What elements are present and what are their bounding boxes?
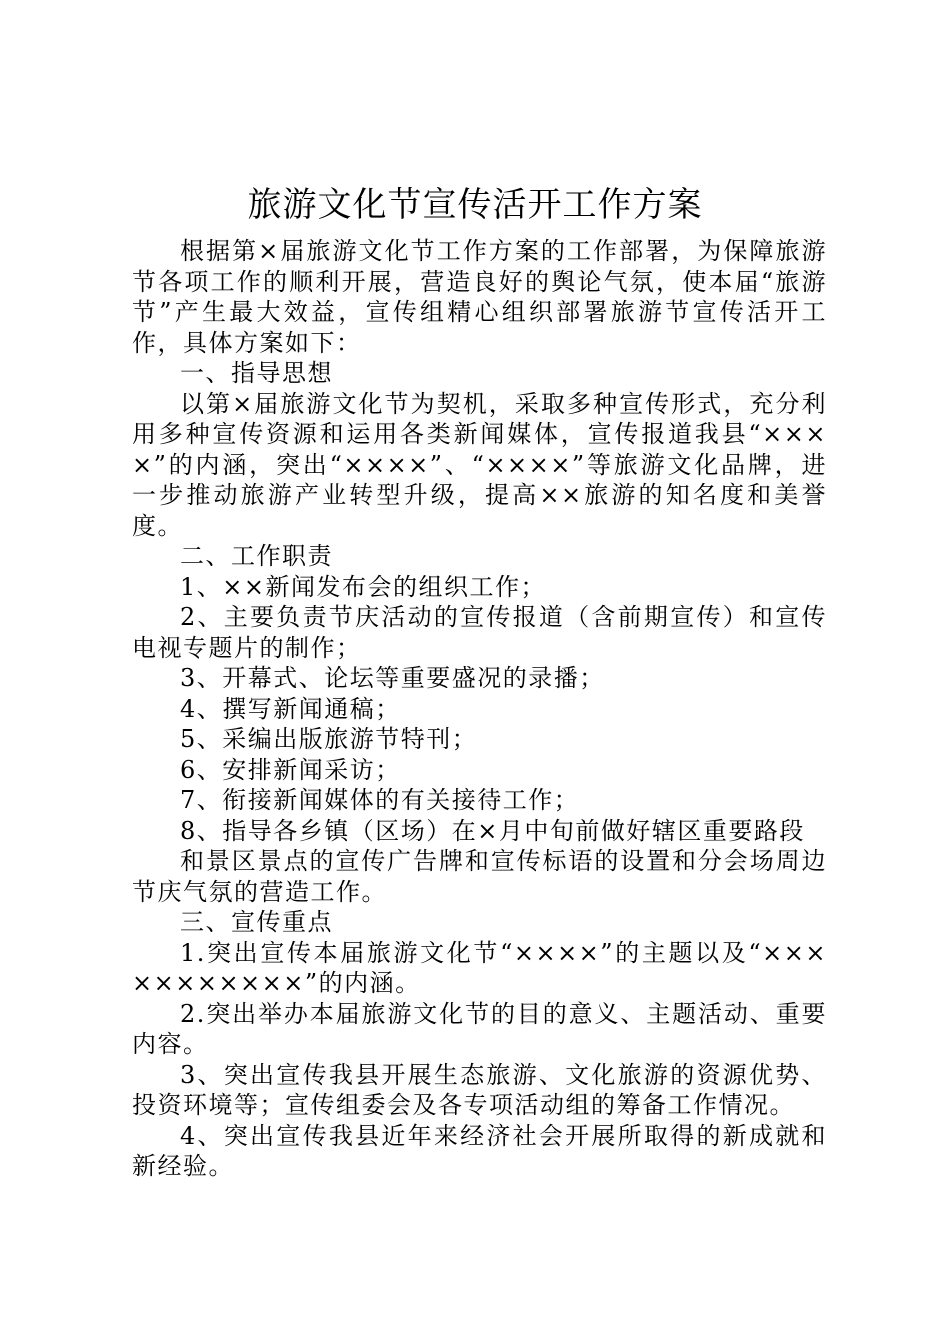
responsibility-item-continued: 和景区景点的宣传广告牌和宣传标语的设置和分会场周边节庆气氛的营造工作。 — [132, 847, 827, 906]
responsibility-item: 1、××新闻发布会的组织工作； — [180, 572, 546, 601]
document-title: 旅游文化节宣传活开工作方案 — [247, 185, 703, 225]
focus-item: 2.突出举办本届旅游文化节的目的意义、主题活动、重要内容。 — [132, 999, 827, 1058]
focus-item: 1.突出宣传本届旅游文化节“××××”的主题以及“×××××××××××”的内涵。 — [132, 938, 827, 997]
focus-item: 3、突出宣传我县开展生态旅游、文化旅游的资源优势、投资环境等；宣传组委会及各专项活动组的筹备工作情况。 — [132, 1060, 827, 1119]
responsibility-item: 6、安排新闻采访； — [180, 755, 401, 784]
section-heading-responsibilities: 二、工作职责 — [180, 542, 333, 570]
section-heading-publicity-focus: 三、宣传重点 — [180, 908, 333, 936]
responsibility-item: 2、主要负责节庆活动的宣传报道（含前期宣传）和宣传电视专题片的制作； — [132, 603, 827, 662]
responsibility-item: 7、衔接新闻媒体的有关接待工作； — [180, 786, 580, 814]
section-heading-guiding-thought: 一、指导思想 — [180, 359, 333, 387]
guiding-thought-paragraph: 以第×届旅游文化节为契机，采取多种宣传形式，充分利用多种宣传资源和运用各类新闻媒体，宣传报道我县“××××”的内涵，突出“××××”、“××××”等旅游文化品牌，进一步推动旅游产业转型升级，提高××旅游的知名度和美誉度。 — [132, 389, 827, 540]
responsibility-item: 5、采编出版旅游节特刊； — [180, 725, 478, 753]
focus-item: 4、突出宣传我县近年来经济社会开展所取得的新成就和新经验。 — [132, 1121, 827, 1180]
responsibility-item: 8、指导各乡镇（区场）在×月中旬前做好辖区重要路段 — [180, 816, 805, 845]
document-body — [132, 236, 827, 1182]
responsibility-item: 4、撰写新闻通稿； — [180, 694, 401, 723]
responsibility-item: 3、开幕式、论坛等重要盛况的录播； — [180, 664, 605, 692]
intro-paragraph: 根据第×届旅游文化节工作方案的工作部署，为保障旅游节各项工作的顺利开展，营造良好的舆论气氛，使本届“旅游节”产生最大效益，宣传组精心组织部署旅游节宣传活开工作，具体方案如下： — [132, 237, 827, 357]
